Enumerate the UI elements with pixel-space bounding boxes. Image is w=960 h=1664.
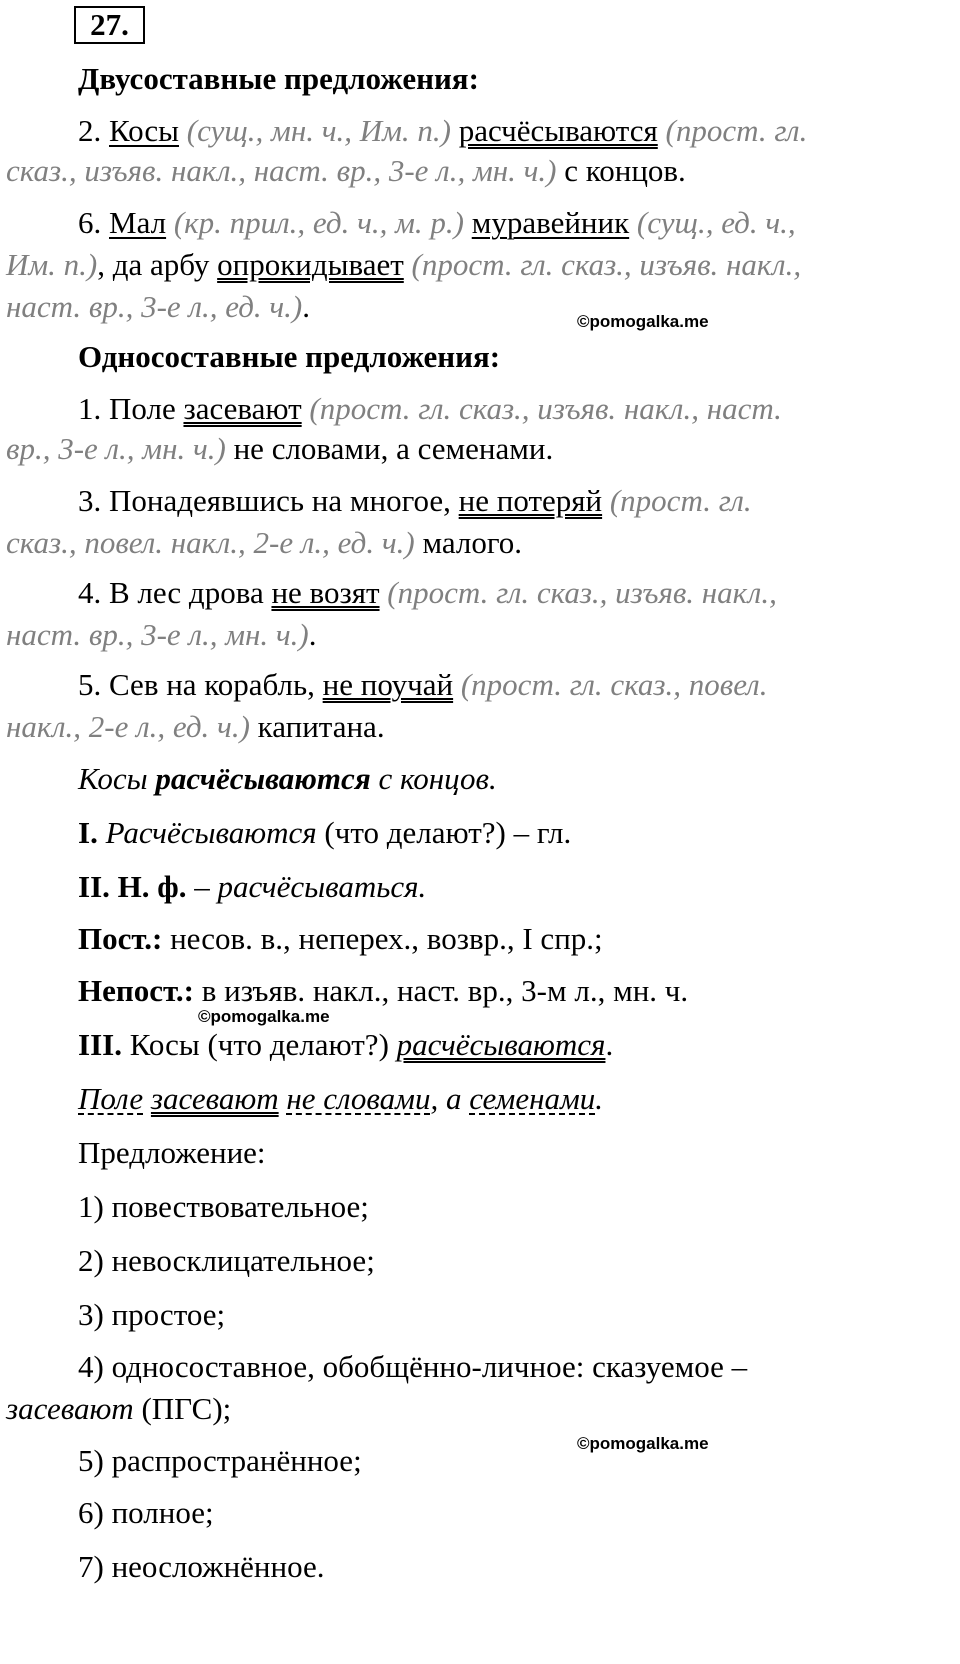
subject: муравейник	[471, 205, 630, 240]
syntax-word: Поле	[78, 1081, 144, 1116]
syntax-word: не словами	[286, 1081, 431, 1116]
sentence-tail: не словами, а семенами.	[225, 431, 554, 466]
syntax-item: 5) распространённое;	[78, 1443, 362, 1478]
morph-point-5	[78, 1026, 613, 1064]
watermark: ©pomogalka.me	[577, 1434, 709, 1453]
syntax-item: 2) невосклицательное;	[78, 1243, 375, 1278]
sentence-tail: .	[308, 617, 317, 652]
sentence-text: Косы	[78, 761, 156, 796]
annotation: вр., 3-е л., мн. ч.)	[6, 431, 226, 466]
predicate: не поучай	[322, 667, 454, 702]
morph-sentence	[78, 760, 497, 798]
sentence-5-line-2	[6, 708, 385, 746]
syntax-intro: Предложение:	[78, 1135, 266, 1170]
annotation: (кр. прил., ед. ч., м. р.)	[166, 205, 472, 240]
annotation: накл., 2-е л., ед. ч.)	[6, 709, 250, 744]
syntax-item: 7) неосложнённое.	[78, 1549, 325, 1584]
point-text: Косы (что делают?)	[121, 1027, 397, 1062]
point-label: III.	[78, 1027, 122, 1062]
annotation: (прост. гл.	[602, 483, 752, 518]
sentence-text: , да арбу	[97, 247, 218, 282]
sentence-tail: малого.	[414, 525, 523, 560]
predicate: засевают	[183, 391, 302, 426]
syntax-word: , а	[430, 1081, 470, 1116]
sentence-6-line-1	[78, 204, 796, 242]
sentence-3-line-2	[6, 524, 522, 562]
annotation: (прост. гл. сказ., изъяв. накл., наст.	[301, 391, 782, 426]
point-text: – расчёсываться.	[186, 869, 427, 904]
point-text: несов. в., неперех., возвр., I спр.;	[162, 921, 603, 956]
syntax-item: 6) полное;	[78, 1495, 214, 1530]
one-part-heading: Односоставные предложения:	[78, 339, 501, 374]
sentence-1-line-1	[78, 390, 782, 428]
annotation: наст. вр., 3-е л., мн. ч.)	[6, 617, 309, 652]
point-label: I.	[78, 815, 106, 850]
watermark: ©pomogalka.me	[577, 312, 709, 331]
sentence-2-line-2	[6, 152, 686, 190]
point-label: Пост.:	[78, 921, 163, 956]
syntax-word: засевают	[6, 1391, 134, 1426]
annotation: наст. вр., 3-е л., ед. ч.)	[6, 289, 303, 324]
morph-point-2	[78, 868, 426, 906]
annotation: (прост. гл.	[657, 113, 808, 148]
adjective: Мал	[109, 205, 167, 240]
point-text: (что делают?) – гл.	[316, 815, 572, 850]
point-label: Непост.:	[78, 973, 194, 1008]
annotation: (прост. гл. сказ., изъяв. накл.,	[379, 575, 777, 610]
sentence-text: 1. Поле	[78, 391, 184, 426]
syntax-predicate: засевают	[150, 1081, 279, 1116]
annotation: Им. п.)	[6, 247, 98, 282]
syntax-item-continuation	[6, 1390, 231, 1428]
sentence-1-line-2	[6, 430, 553, 468]
sentence-4-line-2	[6, 616, 316, 654]
annotation: сказ., изъяв. накл., наст. вр., 3-е л., мн. ч.)	[6, 153, 557, 188]
sentence-number: 6.	[78, 205, 109, 240]
point-text: в изъяв. накл., наст. вр., 3-м л., мн. ч.	[193, 973, 689, 1008]
sentence-tail: с концов.	[556, 153, 686, 188]
morph-point-4	[78, 972, 688, 1010]
predicate: расчёсываются	[458, 113, 658, 148]
sentence-tail: капитана.	[249, 709, 385, 744]
annotation: (сущ., ед. ч.,	[629, 205, 796, 240]
target-word: расчёсываются	[155, 761, 371, 796]
sentence-text: 3. Понадеявшись на многое,	[78, 483, 459, 518]
sentence-number: 2.	[78, 113, 109, 148]
morph-point-3	[78, 920, 603, 958]
syntax-word: .	[595, 1081, 603, 1116]
watermark: ©pomogalka.me	[198, 1007, 330, 1026]
sentence-5-line-1	[78, 666, 767, 704]
sentence-3-line-1	[78, 482, 752, 520]
syntax-word: семенами	[469, 1081, 596, 1116]
sentence-2-line-1	[78, 112, 807, 150]
syntax-sentence	[78, 1080, 603, 1118]
point-label: II. Н. ф.	[78, 869, 187, 904]
syntax-text: (ПГС);	[133, 1391, 232, 1426]
sentence-end: .	[302, 289, 310, 324]
sentence-text: с концов.	[370, 761, 497, 796]
annotation: (сущ., мн. ч., Им. п.)	[179, 113, 459, 148]
sentence-text: 4. В лес дрова	[78, 575, 272, 610]
subject: Косы	[109, 113, 179, 148]
point-text: .	[605, 1027, 614, 1062]
sentence-4-line-1	[78, 574, 777, 612]
predicate: не возят	[271, 575, 380, 610]
sentence-text: 5. Сев на корабль,	[78, 667, 323, 702]
target-word: расчёсываются	[396, 1027, 606, 1062]
sentence-6-line-2	[6, 246, 801, 284]
morph-point-1	[78, 814, 571, 852]
annotation: (прост. гл. сказ., повел.	[453, 667, 768, 702]
sentence-6-line-3	[6, 288, 310, 326]
syntax-item: 4) односоставное, обобщённо-личное: сказуемое –	[78, 1349, 748, 1384]
target-word: Расчёсываются	[105, 815, 317, 850]
annotation: (прост. гл. сказ., изъяв. накл.,	[403, 247, 802, 282]
predicate: опрокидывает	[217, 247, 404, 282]
exercise-number: 27.	[74, 6, 145, 44]
annotation: сказ., повел. накл., 2-е л., ед. ч.)	[6, 525, 415, 560]
syntax-item: 3) простое;	[78, 1297, 226, 1332]
two-part-heading: Двусоставные предложения:	[78, 61, 479, 96]
predicate: не потеряй	[458, 483, 603, 518]
syntax-item: 1) повествовательное;	[78, 1189, 369, 1224]
